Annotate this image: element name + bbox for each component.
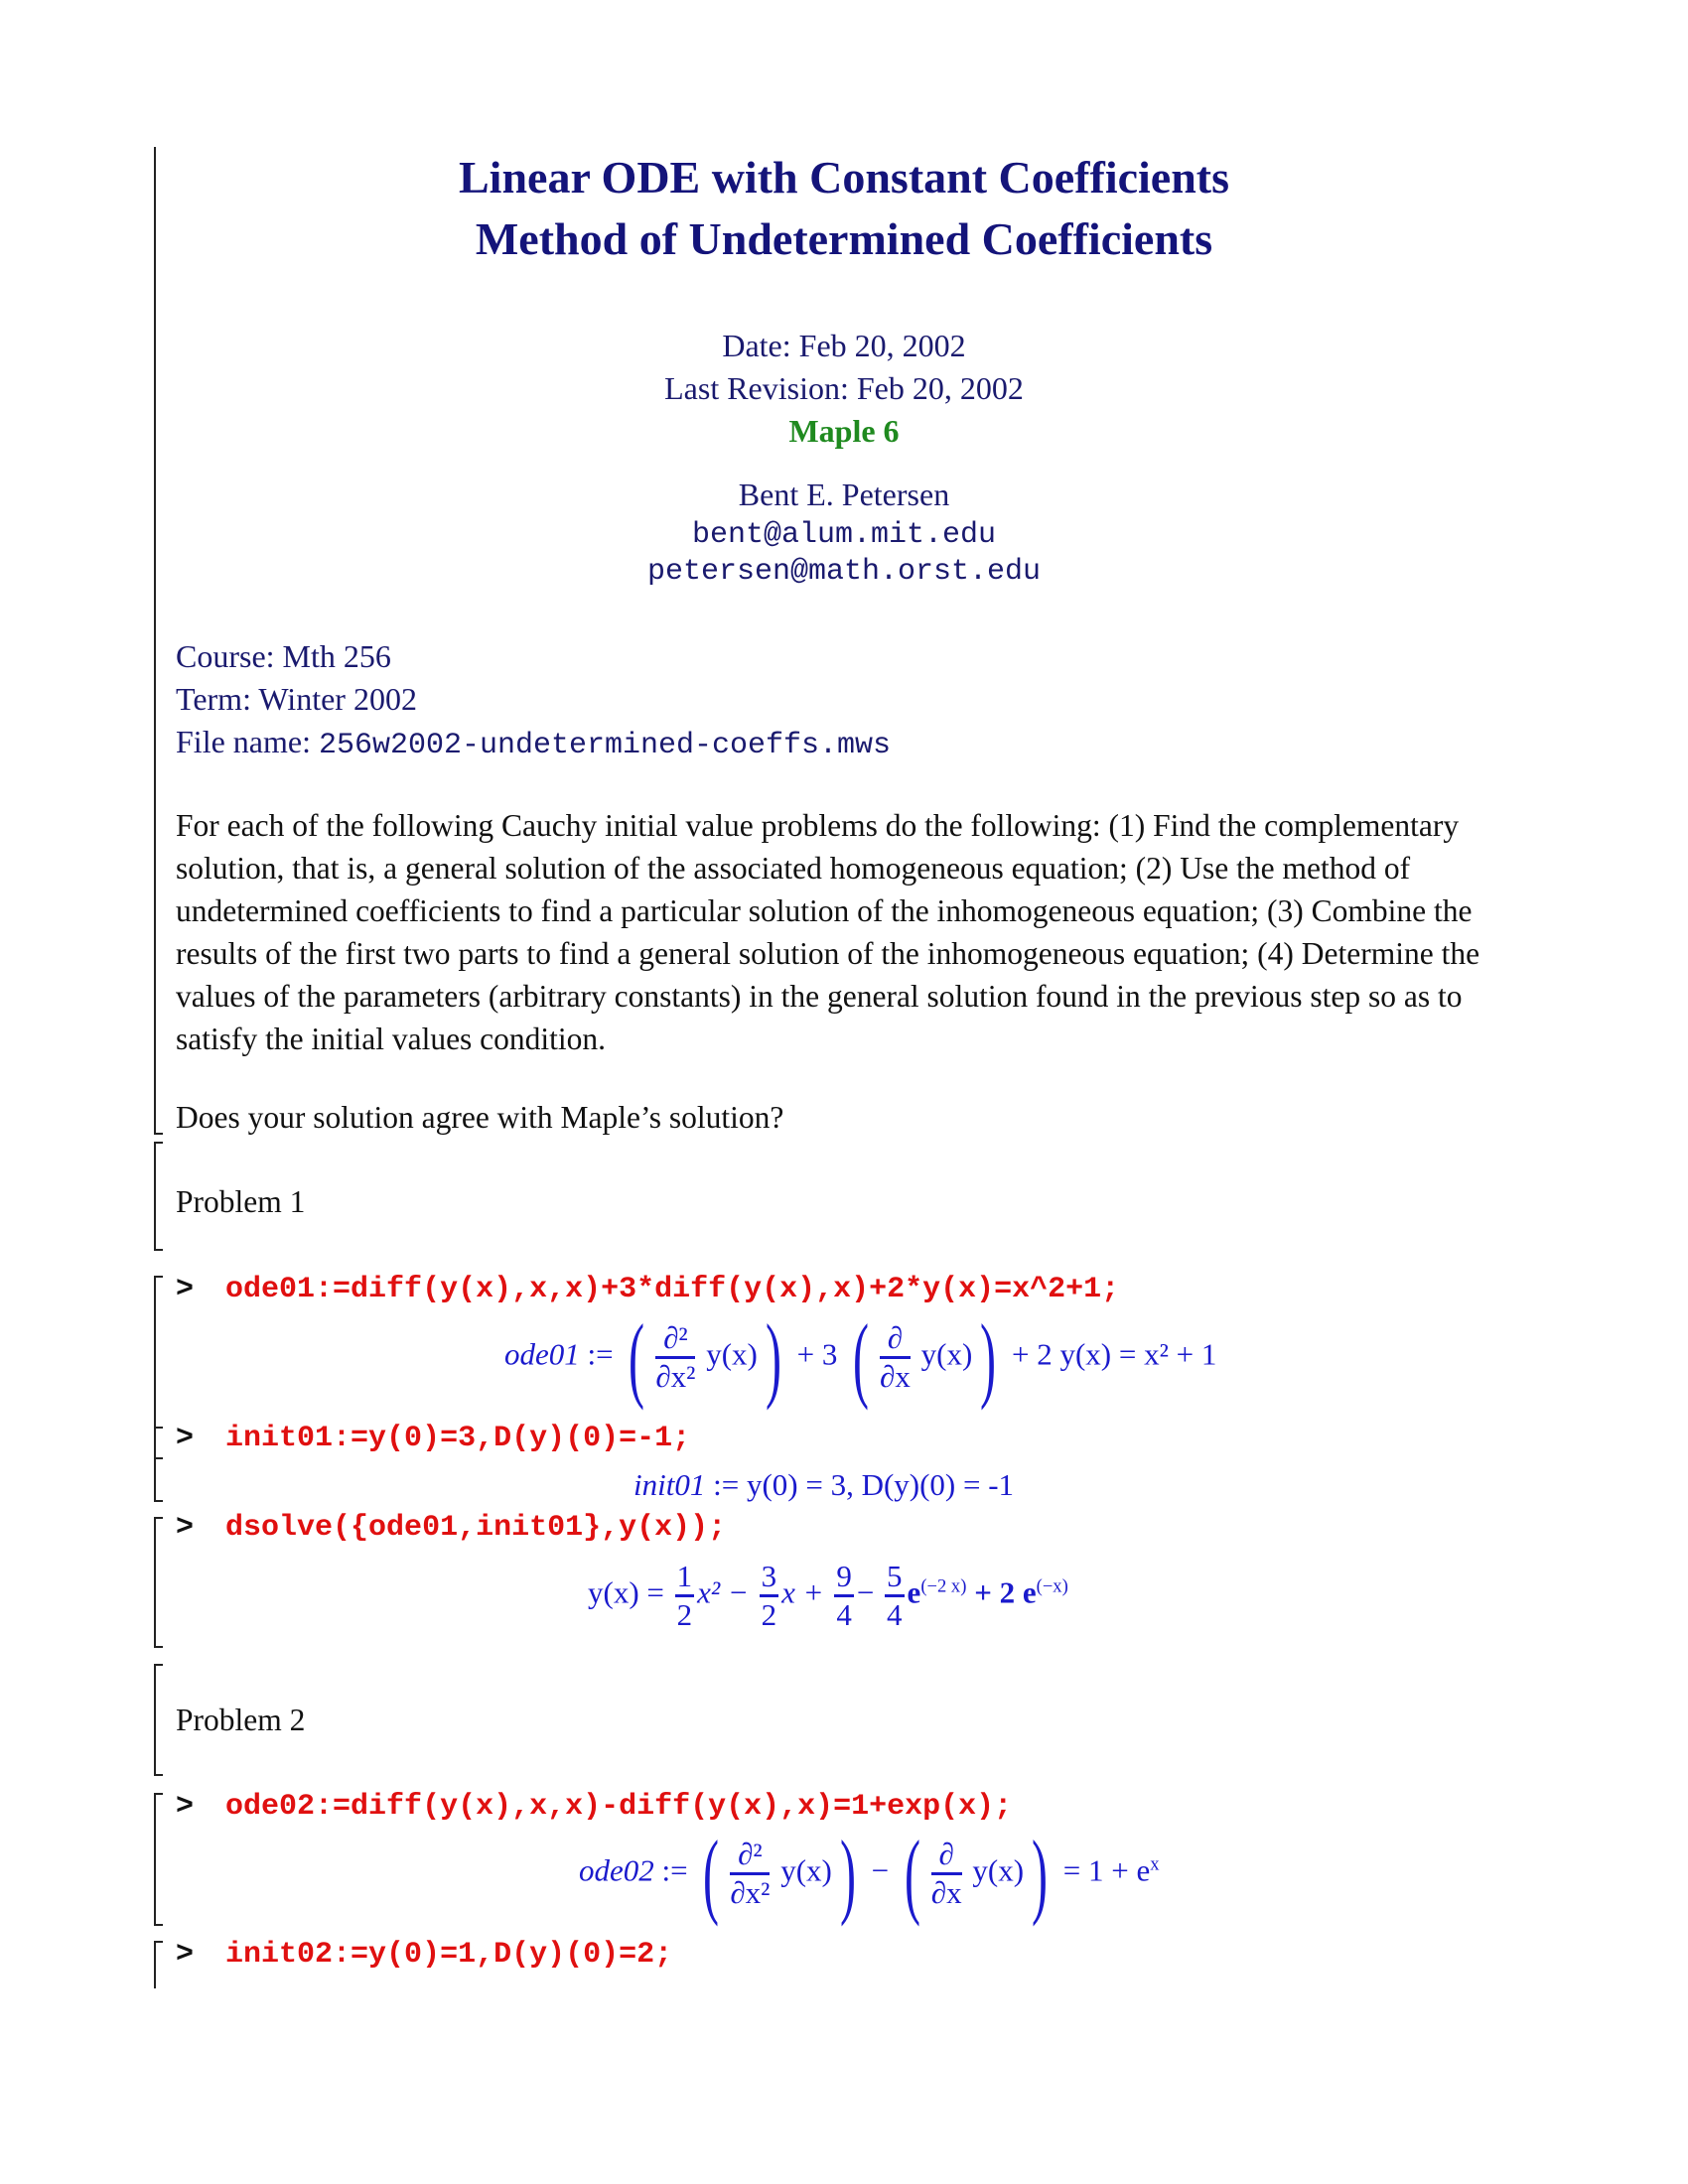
agreement-question: Does your solution agree with Maple’s solution?	[176, 1100, 784, 1135]
input-prompt-ode02[interactable]	[176, 1790, 1012, 1824]
instructions-paragraph: For each of the following Cauchy initial value problems do the following: (1) Find the complementary solution, that is, a general solution of the associated homogeneous equation; (2) Use the method of undetermined coefficients to find a particular solution of the inhomogeneous equation; (3) Combine the results of the first two parts to find a general solution of the inhomogeneous equation; (4) Determine the values of the parameters (arbitrary constants) in the general solution found in the previous step so as to satisfy the initial values condition.	[176, 808, 1480, 1056]
prompt-symbol: >	[176, 1511, 195, 1545]
solution-lhs: y(x) =	[588, 1574, 664, 1610]
prompt-symbol: >	[176, 1273, 195, 1306]
input-prompt-ode01[interactable]	[176, 1273, 1119, 1306]
input-prompt-dsolve01[interactable]	[176, 1511, 726, 1545]
software-label: Maple 6	[788, 413, 900, 449]
prompt-symbol: >	[176, 1790, 195, 1824]
output-var-name: init01	[633, 1467, 706, 1502]
prompt-symbol: >	[176, 1422, 195, 1455]
assign-op: :=	[587, 1336, 614, 1372]
input-prompt-init02[interactable]	[176, 1938, 672, 1972]
y-of-x: y(x)	[706, 1336, 758, 1372]
prompt-symbol: >	[176, 1938, 195, 1972]
title-line-2: Method of Undetermined Coefficients	[475, 213, 1213, 264]
maple-output-init01	[633, 1467, 1014, 1503]
y-of-x: y(x)	[920, 1336, 973, 1372]
fraction-5-4: $\frac{5}{4}$	[887, 1559, 903, 1632]
assign-op: :=	[661, 1852, 688, 1888]
author-email-2: petersen@math.orst.edu	[646, 555, 1042, 589]
term-label: Term: Winter 2002	[176, 681, 417, 717]
maple-input-ode02[interactable]: ode02:=diff(y(x),x,x)-diff(y(x),x)=1+exp(x);	[225, 1790, 1013, 1824]
term: x +	[781, 1574, 824, 1610]
fraction-9-4: $\frac{9}{4}$	[836, 1559, 852, 1632]
second-derivative-fraction: $\frac{\text{∂²}}{\text{∂x²}}$	[655, 1320, 696, 1394]
init-conditions: := y(0) = 3, D(y)(0) = -1	[713, 1467, 1015, 1502]
exp-e: e	[907, 1574, 921, 1610]
output-var-name: ode01	[504, 1336, 580, 1372]
input-prompt-init01[interactable]	[176, 1422, 690, 1455]
y-of-x: y(x)	[972, 1852, 1025, 1888]
problem-2-heading: Problem 2	[176, 1703, 306, 1737]
file-name-row	[176, 724, 891, 762]
section-bracket-header	[154, 147, 156, 1135]
term: −	[856, 1574, 875, 1610]
maple-output-ode02: ode02 := ( $\frac{\text{∂²}}{\text{∂x²}}$ y(x)) − ( $\frac{\partial}{\partial x}$ $y(x)) = 1 + e^x$	[579, 1820, 1160, 1927]
problem-1-heading: Problem 1	[176, 1184, 306, 1219]
date-label: Date: Feb 20, 2002	[722, 328, 966, 363]
title-line-1: Linear ODE with Constant Coefficients	[458, 152, 1230, 203]
file-name-label: File name:	[176, 724, 319, 759]
first-derivative-fraction: $\frac{\partial}{\partial x}$	[930, 1837, 962, 1910]
author-email-1: bent@alum.mit.edu	[691, 518, 997, 552]
section-bracket-problem2	[154, 1664, 156, 1776]
exec-group-bracket-ode02	[154, 1793, 156, 1926]
revision-label: Last Revision: Feb 20, 2002	[664, 370, 1024, 406]
exec-group-bracket-init01	[154, 1427, 156, 1502]
minus-op: −	[871, 1852, 890, 1888]
term: x² −	[697, 1574, 749, 1610]
second-derivative-fraction: $\frac{\text{∂²}}{\text{∂x²}}$	[730, 1837, 771, 1910]
exec-group-bracket-dsolve01	[154, 1517, 156, 1648]
exponent: x	[1150, 1853, 1160, 1875]
course-label: Course: Mth 256	[176, 638, 391, 674]
exponent: (−x)	[1036, 1575, 1068, 1597]
file-name-value: 256w2002-undetermined-coeffs.mws	[318, 729, 892, 762]
first-derivative-fraction: $\frac{\partial}{\partial x}$	[880, 1320, 911, 1394]
maple-input-init02[interactable]: init02:=y(0)=1,D(y)(0)=2;	[225, 1938, 673, 1972]
maple-output-ode01: ode01 := ( $\frac{\text{∂²}}{\text{∂x²}}$ y(x)) + 3 ( $\frac{\partial}{\partial x}$ y(x)) + 2 y(x) = x² + 1	[504, 1303, 1217, 1411]
term: + 2 e	[974, 1574, 1037, 1610]
maple-input-ode01[interactable]: ode01:=diff(y(x),x,x)+3*diff(y(x),x)+2*y(x)=x^2+1;	[225, 1273, 1120, 1306]
ode-rhs: = 1 + e	[1062, 1852, 1151, 1888]
exponent: (−2 x)	[920, 1575, 967, 1597]
output-var-name: ode02	[579, 1852, 654, 1888]
coefficient: + 3	[796, 1336, 838, 1372]
section-bracket-problem1	[154, 1142, 156, 1251]
fraction-3-2: $\frac{3}{2}$	[761, 1559, 777, 1632]
exec-group-bracket-init02	[154, 1941, 156, 1988]
maple-input-init01[interactable]: init01:=y(0)=3,D(y)(0)=-1;	[225, 1422, 691, 1455]
ode-rhs: + 2 y(x) = x² + 1	[1012, 1336, 1217, 1372]
maple-output-dsolve01	[588, 1559, 1068, 1633]
maple-input-dsolve01[interactable]: dsolve({ode01,init01},y(x));	[225, 1511, 727, 1545]
author-name: Bent E. Petersen	[738, 477, 950, 512]
y-of-x: y(x)	[780, 1852, 832, 1888]
fraction-1-2: $\frac{1}{2}$	[676, 1559, 693, 1632]
